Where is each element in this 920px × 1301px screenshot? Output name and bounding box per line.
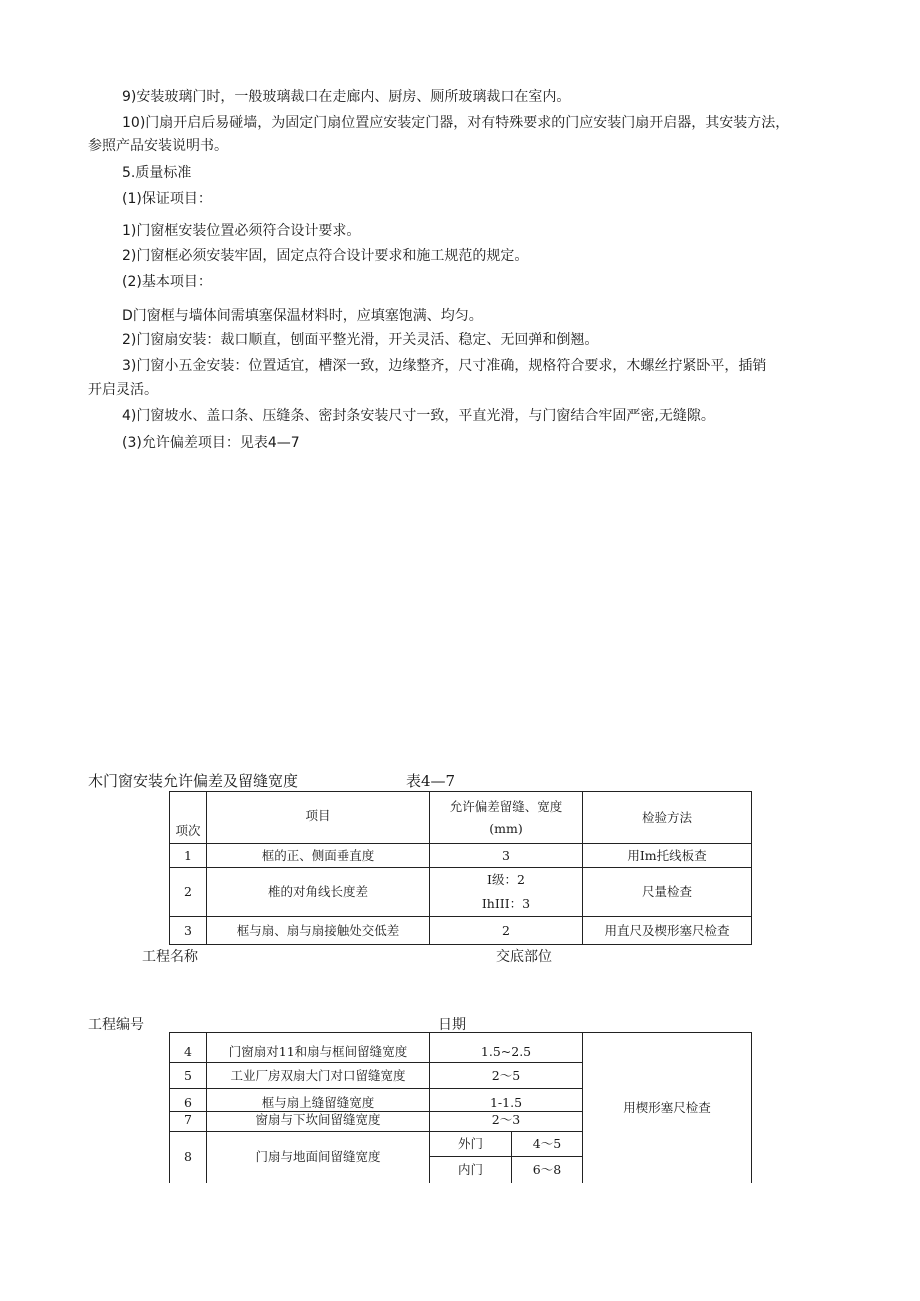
table-row bbox=[170, 917, 752, 945]
row-value-line1: I级：2 bbox=[487, 872, 525, 887]
row-no: 6 bbox=[170, 1089, 207, 1112]
table-row bbox=[170, 844, 752, 868]
header-item-label: 项目 bbox=[305, 808, 331, 823]
row-sub-value: 4～5 bbox=[512, 1132, 583, 1157]
heading-allowed-deviation: (3)允许偏差项目：见表4—7 bbox=[122, 435, 300, 451]
row-value: 2 bbox=[430, 917, 583, 945]
header-item-no-label: 项次 bbox=[175, 823, 201, 838]
project-name-label: 工程名称 bbox=[142, 949, 198, 965]
handover-part-label: 交底部位 bbox=[496, 949, 552, 965]
row-value-line2: IhIII：3 bbox=[481, 896, 531, 911]
header-method-label: 检验方法 bbox=[641, 809, 692, 825]
date-label: 日期 bbox=[438, 1017, 466, 1033]
basic-item-2: 2)门窗扇安装：裁口顺直，刨面平整光滑，开关灵活、稳定、无回弹和倒翘。 bbox=[122, 332, 599, 348]
row-item: 工业厂房双扇大门对口留缝宽度 bbox=[207, 1063, 430, 1089]
row-method: 用Im托线板查 bbox=[583, 844, 752, 868]
paragraph-10-line2: 参照产品安装说明书。 bbox=[88, 138, 228, 154]
project-number-label: 工程编号 bbox=[88, 1017, 144, 1033]
deviation-table-2 bbox=[169, 1032, 752, 1183]
table2-method: 用楔形塞尺检查 bbox=[583, 1033, 752, 1183]
row-value-cell bbox=[430, 868, 583, 917]
heading-quality-standard: 5.质量标准 bbox=[122, 165, 192, 181]
row-item: 框与扇上缝留缝宽度 bbox=[207, 1089, 430, 1112]
row-method: 用直尺及楔形塞尺检查 bbox=[583, 917, 752, 945]
basic-item-3-line1: 3)门窗小五金安装：位置适宜，槽深一致，边缘整齐，尺寸准确，规格符合要求，木螺丝拧紧卧平，插销 bbox=[122, 358, 767, 374]
header-item bbox=[207, 792, 430, 844]
row-sub-label: 内门 bbox=[430, 1157, 512, 1183]
table-row bbox=[170, 868, 752, 917]
row-value: 1-1.5 bbox=[430, 1089, 583, 1112]
row-no: 4 bbox=[170, 1033, 207, 1063]
header-allowed-deviation bbox=[430, 792, 583, 844]
heading-basic-items: (2)基本项目： bbox=[122, 274, 212, 290]
row-item: 框的正、侧面垂直度 bbox=[207, 844, 430, 868]
basic-item-4: 4)门窗坡水、盖口条、压缝条、密封条安装尺寸一致，平直光滑，与门窗结合牢固严密,无缝隙。 bbox=[122, 408, 715, 424]
guarantee-item-2: 2)门窗框必须安装牢固，固定点符合设计要求和施工规范的规定。 bbox=[122, 248, 529, 264]
row-no: 5 bbox=[170, 1063, 207, 1089]
paragraph-10-line1: 10)门扇开启后易碰墙，为固定门扇位置应安装定门器，对有特殊要求的门应安装门扇开启器，其安装方法， bbox=[122, 115, 790, 131]
row-item: 窗扇与下坎间留缝宽度 bbox=[207, 1112, 430, 1132]
table-row bbox=[170, 1033, 752, 1063]
row-no: 2 bbox=[170, 868, 207, 917]
row-no: 8 bbox=[170, 1132, 207, 1183]
basic-item-1: D门窗框与墙体间需填塞保温材料时，应填塞饱满、均匀。 bbox=[122, 308, 483, 324]
row-value: 2～3 bbox=[430, 1112, 583, 1132]
row-item: 门扇与地面间留缝宽度 bbox=[207, 1132, 430, 1183]
row-no: 1 bbox=[170, 844, 207, 868]
table-header-row bbox=[170, 792, 752, 844]
heading-guarantee-items: (1)保证项目： bbox=[122, 191, 212, 207]
basic-item-3-line2: 开启灵活。 bbox=[88, 382, 158, 398]
table-caption-number: 表4—7 bbox=[406, 772, 456, 790]
row-sub-label: 外门 bbox=[430, 1132, 512, 1157]
table-caption-title: 木门窗安装允许偏差及留缝宽度 bbox=[88, 772, 299, 790]
row-no: 7 bbox=[170, 1112, 207, 1132]
header-deviation-line1: 允许偏差留缝、宽度 bbox=[449, 798, 563, 814]
header-item-no bbox=[170, 792, 207, 844]
header-inspection-method bbox=[583, 792, 752, 844]
deviation-table-1 bbox=[169, 791, 752, 945]
row-method: 尺量检查 bbox=[583, 868, 752, 917]
row-value: 1.5~2.5 bbox=[430, 1033, 583, 1063]
row-item: 椎的对角线长度差 bbox=[207, 868, 430, 917]
row-item: 门窗扇对11和扇与框间留缝宽度 bbox=[207, 1033, 430, 1063]
guarantee-item-1: 1)门窗框安装位置必须符合设计要求。 bbox=[122, 223, 361, 239]
header-deviation-line2: (mm) bbox=[489, 820, 523, 836]
row-value: 2～5 bbox=[430, 1063, 583, 1089]
paragraph-9: 9)安装玻璃门时，一般玻璃裁口在走廊内、厨房、厕所玻璃裁口在室内。 bbox=[122, 89, 571, 105]
row-sub-value: 6～8 bbox=[512, 1157, 583, 1183]
row-value: 3 bbox=[430, 844, 583, 868]
row-no: 3 bbox=[170, 917, 207, 945]
row-item: 框与扇、扇与扇接触处交低差 bbox=[207, 917, 430, 945]
